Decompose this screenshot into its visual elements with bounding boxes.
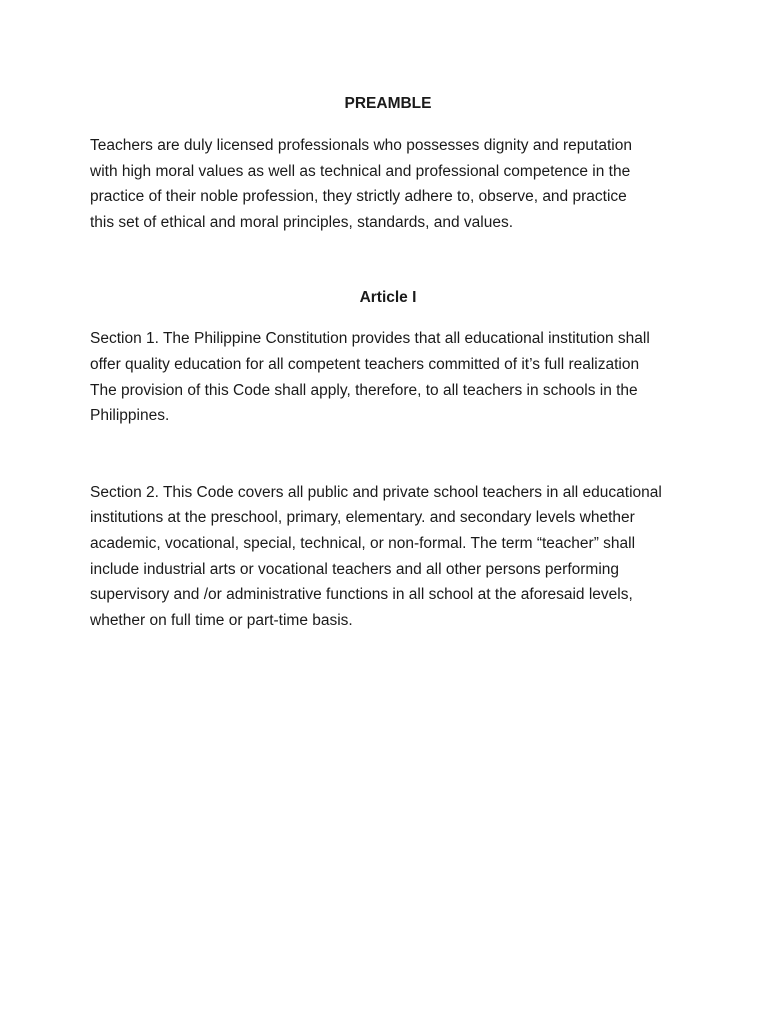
paragraph-line: supervisory and /or administrative functions in all school at the aforesaid levels, xyxy=(90,586,633,604)
paragraph-line: Section 1. The Philippine Constitution provides that all educational institution shall xyxy=(90,330,650,348)
paragraph-line: whether on full time or part-time basis. xyxy=(90,611,353,629)
paragraph-line: Teachers are duly licensed professionals who possesses dignity and reputation xyxy=(90,137,632,154)
paragraph-line: offer quality education for all competent teachers committed of it’s full realization xyxy=(90,355,640,373)
section-2-paragraph xyxy=(90,480,686,634)
section-1-paragraph xyxy=(90,326,686,428)
paragraph-line: Philippines. xyxy=(90,407,170,425)
article-heading: Article I xyxy=(359,289,417,307)
preamble-paragraph xyxy=(90,133,686,235)
paragraph-line: with high moral values as well as technical and professional competence in the xyxy=(90,162,631,180)
paragraph-line: The provision of this Code shall apply, therefore, to all teachers in schools in the xyxy=(90,381,638,399)
paragraph-line: Section 2. This Code covers all public and private school teachers in all educational xyxy=(90,483,662,501)
paragraph-line: practice of their noble profession, they strictly adhere to, observe, and practice xyxy=(90,188,627,206)
paragraph-line: include industrial arts or vocational teachers and all other persons performing xyxy=(90,560,620,578)
paragraph-line: this set of ethical and moral principles, standards, and values. xyxy=(90,213,514,231)
paragraph-line: institutions at the preschool, primary, elementary. and secondary levels whether xyxy=(90,509,635,527)
document-content xyxy=(90,92,686,633)
preamble-heading: PREAMBLE xyxy=(344,95,432,112)
paragraph-line: academic, vocational, special, technical, or non-formal. The term “teacher” shall xyxy=(90,534,636,552)
